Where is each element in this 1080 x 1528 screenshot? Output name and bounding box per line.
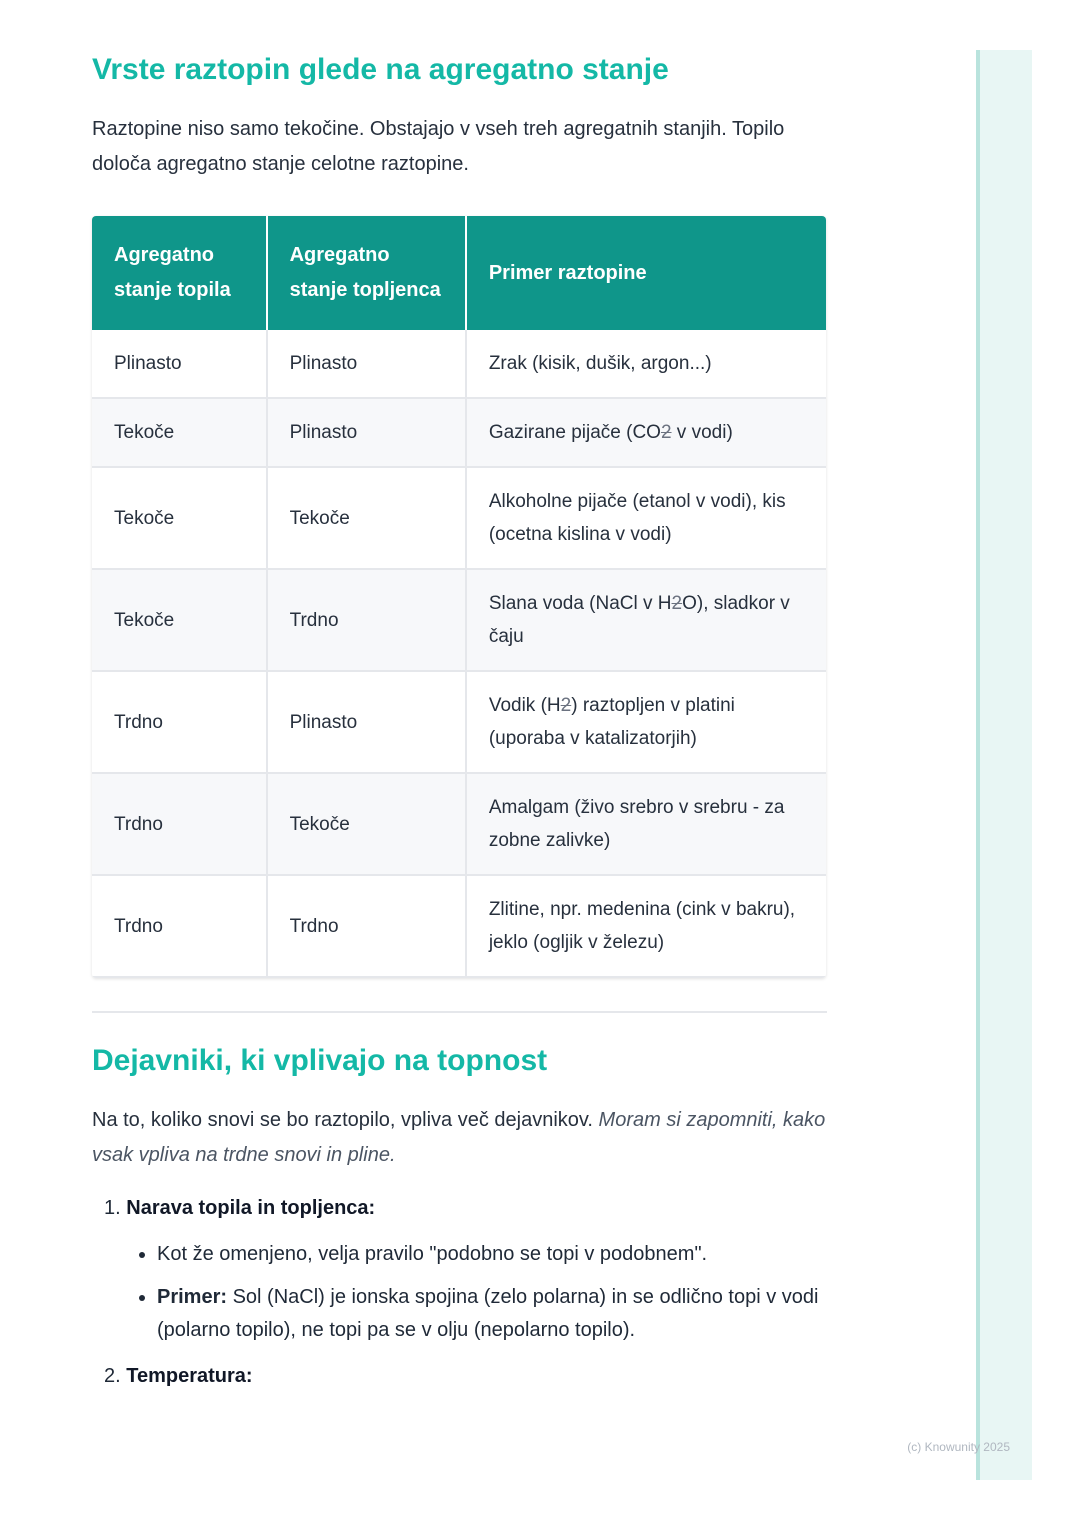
cell-solute: Plinasto: [267, 330, 466, 398]
cell-solute: Trdno: [267, 875, 466, 977]
cell-example: Gazirane pijače (CO2 v vodi): [466, 398, 826, 467]
section-divider: [92, 1011, 827, 1013]
header-solvent: Agregatno stanje topila: [92, 216, 267, 330]
cell-solvent: Trdno: [92, 875, 267, 977]
italic-note: Moram si zapomniti, kako vsak vpliva na trdne snovi in pline.: [92, 1109, 826, 1166]
intro-paragraph: Raztopine niso samo tekočine. Obstajajo v vseh treh agregatnih stanjih. Topilo določa agregatno stanje celotne raztopine.: [92, 118, 785, 175]
cell-solute: Tekoče: [267, 773, 466, 875]
bullet-list: [92, 1238, 827, 1347]
cell-example: Alkoholne pijače (etanol v vodi), kis (ocetna kislina v vodi): [466, 467, 826, 569]
cell-solute: Trdno: [267, 569, 466, 671]
section-title-types: Vrste raztopin glede na agregatno stanje: [92, 53, 669, 86]
header-solute: Agregatno stanje topljenca: [267, 216, 466, 330]
subscript: 2: [560, 695, 572, 716]
cell-example: Slana voda (NaCl v H2O), sladkor v čaju: [466, 569, 826, 671]
cell-solvent: Tekoče: [92, 467, 267, 569]
cell-solvent: Trdno: [92, 671, 267, 773]
solutions-table: [92, 216, 826, 978]
item-title: Temperatura:: [126, 1365, 253, 1387]
cell-example: Zlitine, npr. medenina (cink v bakru), jeklo (ogljik v železu): [466, 875, 826, 977]
list-item: 2. Temperatura:: [104, 1365, 253, 1387]
subscript: 2: [660, 422, 672, 443]
cell-example: Amalgam (živo srebro v srebru - za zobne zalivke): [466, 773, 826, 875]
item-title: Narava topila in topljenca:: [126, 1197, 376, 1219]
cell-example: Vodik (H2) raztopljen v platini (uporaba v katalizatorjih): [466, 671, 826, 773]
cell-solute: Tekoče: [267, 467, 466, 569]
cell-solute: Plinasto: [267, 671, 466, 773]
header-example: Primer raztopine: [466, 216, 826, 330]
table-row: [92, 569, 826, 671]
side-strip: [976, 50, 1032, 1480]
bullet-item: • Kot že omenjeno, velja pravilo "podobno se topi v podobnem".: [157, 1238, 827, 1271]
table-row: [92, 467, 826, 569]
cell-solvent: Plinasto: [92, 330, 267, 398]
table-row: [92, 671, 826, 773]
cell-solvent: Trdno: [92, 773, 267, 875]
footer-copyright: (c) Knowunity 2025: [907, 1440, 1010, 1454]
bullet-item: • Primer: Sol (NaCl) je ionska spojina (zelo polarna) in se odlično topi v vodi (polarno topilo), ne topi pa se v olju (nepolarno topilo).: [157, 1281, 827, 1347]
table-row: [92, 330, 826, 398]
table-row: [92, 875, 826, 977]
cell-solvent: Tekoče: [92, 569, 267, 671]
list-item: 1. Narava topila in topljenca:: [104, 1197, 376, 1219]
document-content: [92, 50, 827, 1394]
table-row: [92, 398, 826, 467]
cell-solute: Plinasto: [267, 398, 466, 467]
table-row: [92, 773, 826, 875]
factors-intro: Na to, koliko snovi se bo raztopilo, vpliva več dejavnikov. Moram si zapomniti, kako vsak vpliva na trdne snovi in pline.: [92, 1109, 826, 1166]
cell-example: Zrak (kisik, dušik, argon...): [466, 330, 826, 398]
subscript: 2: [671, 593, 683, 614]
cell-solvent: Tekoče: [92, 398, 267, 467]
table-header-row: [92, 216, 826, 330]
section-title-factors: Dejavniki, ki vplivajo na topnost: [92, 1044, 548, 1077]
